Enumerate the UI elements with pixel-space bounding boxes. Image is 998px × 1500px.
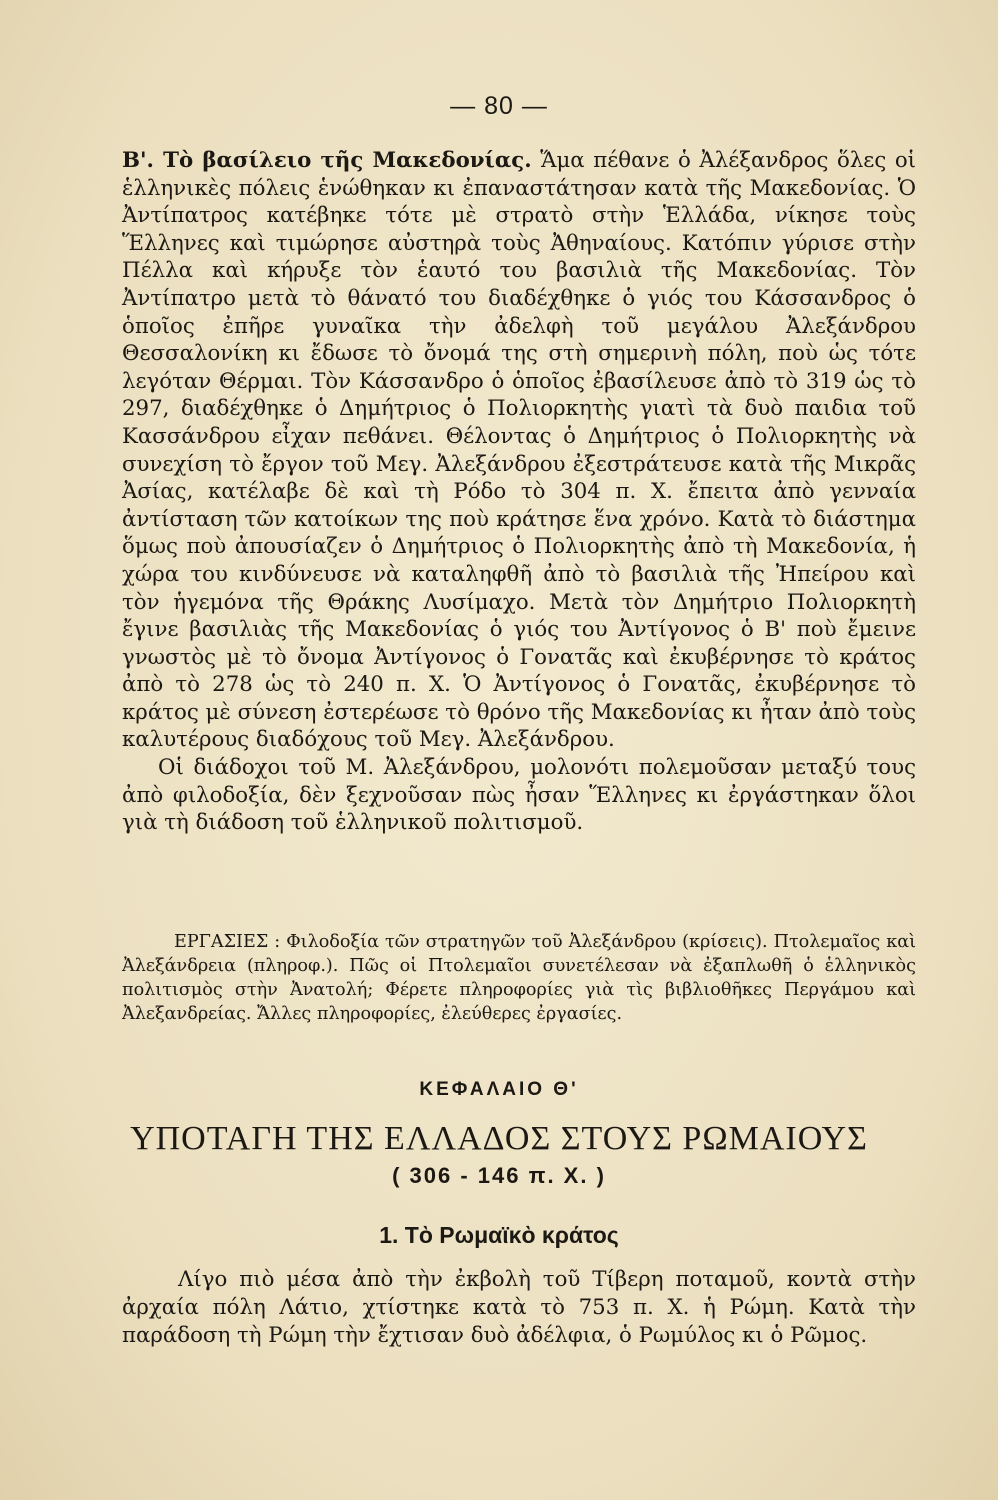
paragraph: Οἱ διάδοχοι τοῦ Μ. Ἀλεξάνδρου, μολονότι πολεμοῦσαν μεταξύ τους ἀπὸ φιλοδοξία, δὲν ξεχνοῦσαν πὼς ἦσαν Ἕλληνες κι ἐργάστηκαν ὅλοι γιὰ τὴ διάδοση τοῦ ἑλληνικοῦ πολιτισμοῦ.	[122, 755, 916, 836]
paragraph	[122, 147, 916, 754]
chapter-dates: ( 306 - 146 π. Χ. )	[392, 1163, 606, 1188]
section-title: 1. Τὸ Ρωμαϊκὸ κράτος	[379, 1222, 619, 1248]
section-heading: Β'. Τὸ βασίλειο τῆς Μακεδονίας.	[122, 148, 532, 173]
exercises: ΕΡΓΑΣΙΕΣ : Φιλοδοξία τῶν στρατηγῶν τοῦ Ἀλεξάνδρου (κρίσεις). Πτολεμαῖος καὶ Ἀλεξάνδρεια (πληροφ.). Πῶς οἱ Πτολεμαῖοι συνετέλεσαν νὰ ἐξαπλωθῆ ὁ ἑλληνικὸς πολιτισμὸς στὴν Ἀνατολή; Φέρετε πληροφορίες γιὰ τὶς βιβλιοθῆκες Περγάμου καὶ Ἀλεξανδρείας. Ἄλλες πληροφορίες, ἐλεύθερες ἐργασίες.	[122, 932, 916, 1024]
paragraph-body: Ἅμα πέθανε ὁ Ἀλέξανδρος ὅλες οἱ ἑλληνικὲς πόλεις ἑνώθηκαν κι ἐπαναστάτησαν κατὰ τῆς Μακεδονίας. Ὁ Ἀντίπατρος κατέβηκε τότε μὲ στρατὸ στὴν Ἑλλάδα, νίκησε τοὺς Ἕλληνες καὶ τιμώρησε αὐστηρὰ τοὺς Ἀθηναίους. Κατόπιν γύρισε στὴν Πέλλα καὶ κήρυξε τὸν ἑαυτό του βασιλιὰ τῆς Μακεδονίας. Τὸν Ἀντίπατρο μετὰ τὸ θάνατό του διαδέχθηκε ὁ γιός του Κάσσανδρος ὁ ὁποῖος ἐπῆρε γυναῖκα τὴν ἀδελφὴ τοῦ μεγάλου Ἀλεξάνδρου Θεσσαλονίκη κι ἔδωσε τὸ ὄνομά της στὴ σημερινὴ πόλη, ποὺ ὡς τότε λεγόταν Θέρμαι. Τὸν Κάσσανδρο ὁ ὁποῖος ἐβασίλευσε ἀπὸ τὸ 319 ὡς τὸ 297, διαδέχθηκε ὁ Δημήτριος ὁ Πολιορκητὴς γιατὶ τὰ δυὸ παιδια τοῦ Κασσάνδρου εἶχαν πεθάνει. Θέλοντας ὁ Δημήτριος ὁ Πολιορκητὴς νὰ συνεχίση τὸ ἔργον τοῦ Μεγ. Ἀλεξάνδρου ἐξεστράτευσε κατὰ τῆς Μικρᾶς Ἀσίας, κατέλαβε δὲ καὶ τὴ Ρόδο τὸ 304 π. Χ. ἔπειτα ἀπὸ γενναία ἀντίσταση τῶν κατοίκων της ποὺ κράτησε ἕνα χρόνο. Κατὰ τὸ διάστημα ὅμως ποὺ ἀπουσίαζεν ὁ Δημήτριος ὁ Πολιορκητὴς ἀπὸ τὴ Μακεδονία, ἡ χώρα του κινδύνευσε νὰ καταληφθῆ ἀπὸ τὸ βασιλιὰ τῆς Ἠπείρου καὶ τὸν ἡγεμόνα τῆς Θράκης Λυσίμαχο. Μετὰ τὸν Δημήτριο Πολιορκητὴ ἔγινε βασιλιὰς τῆς Μακεδονίας ὁ γιός του Ἀντίγονος ὁ Β' ποὺ ἔμεινε γνωστὸς μὲ τὸ ὄνομα Ἀντίγονος ὁ Γονατᾶς καὶ ἐκυβέρνησε τὸ κράτος ἀπὸ τὸ 278 ὡς τὸ 240 π. Χ. Ὁ Ἀντίγονος ὁ Γονατᾶς, ἐκυβέρνησε τὸ κράτος μὲ σύνεση ἐστερέωσε τὸ θρόνο τῆς Μακεδονίας κι ἦταν ἀπὸ τοὺς καλυτέρους διαδόχους τοῦ Μεγ. Ἀλεξάνδρου.	[122, 148, 916, 753]
chapter-title: ΥΠΟΤΑΓΗ ΤΗΣ ΕΛΛΑΔΟΣ ΣΤΟΥΣ ΡΩΜΑΙΟΥΣ	[130, 1120, 868, 1157]
page-number: — 80 —	[450, 92, 548, 120]
section-b-text	[122, 147, 916, 837]
section-1-paragraph: Λίγο πιὸ μέσα ἀπὸ τὴν ἐκβολὴ τοῦ Τίβερη ποταμοῦ, κοντὰ στὴν ἀρχαία πόλη Λάτιο, χτίστηκε κατὰ τὸ 753 π. Χ. ἡ Ρώμη. Κατὰ τὴν παράδοση τὴ Ρώμη τὴν ἔχτισαν δυὸ ἀδέλφια, ὁ Ρωμύλος κι ὁ Ρῶμος.	[122, 1267, 916, 1348]
chapter-label: ΚΕΦΑΛΑΙΟ Θ'	[419, 1079, 579, 1100]
